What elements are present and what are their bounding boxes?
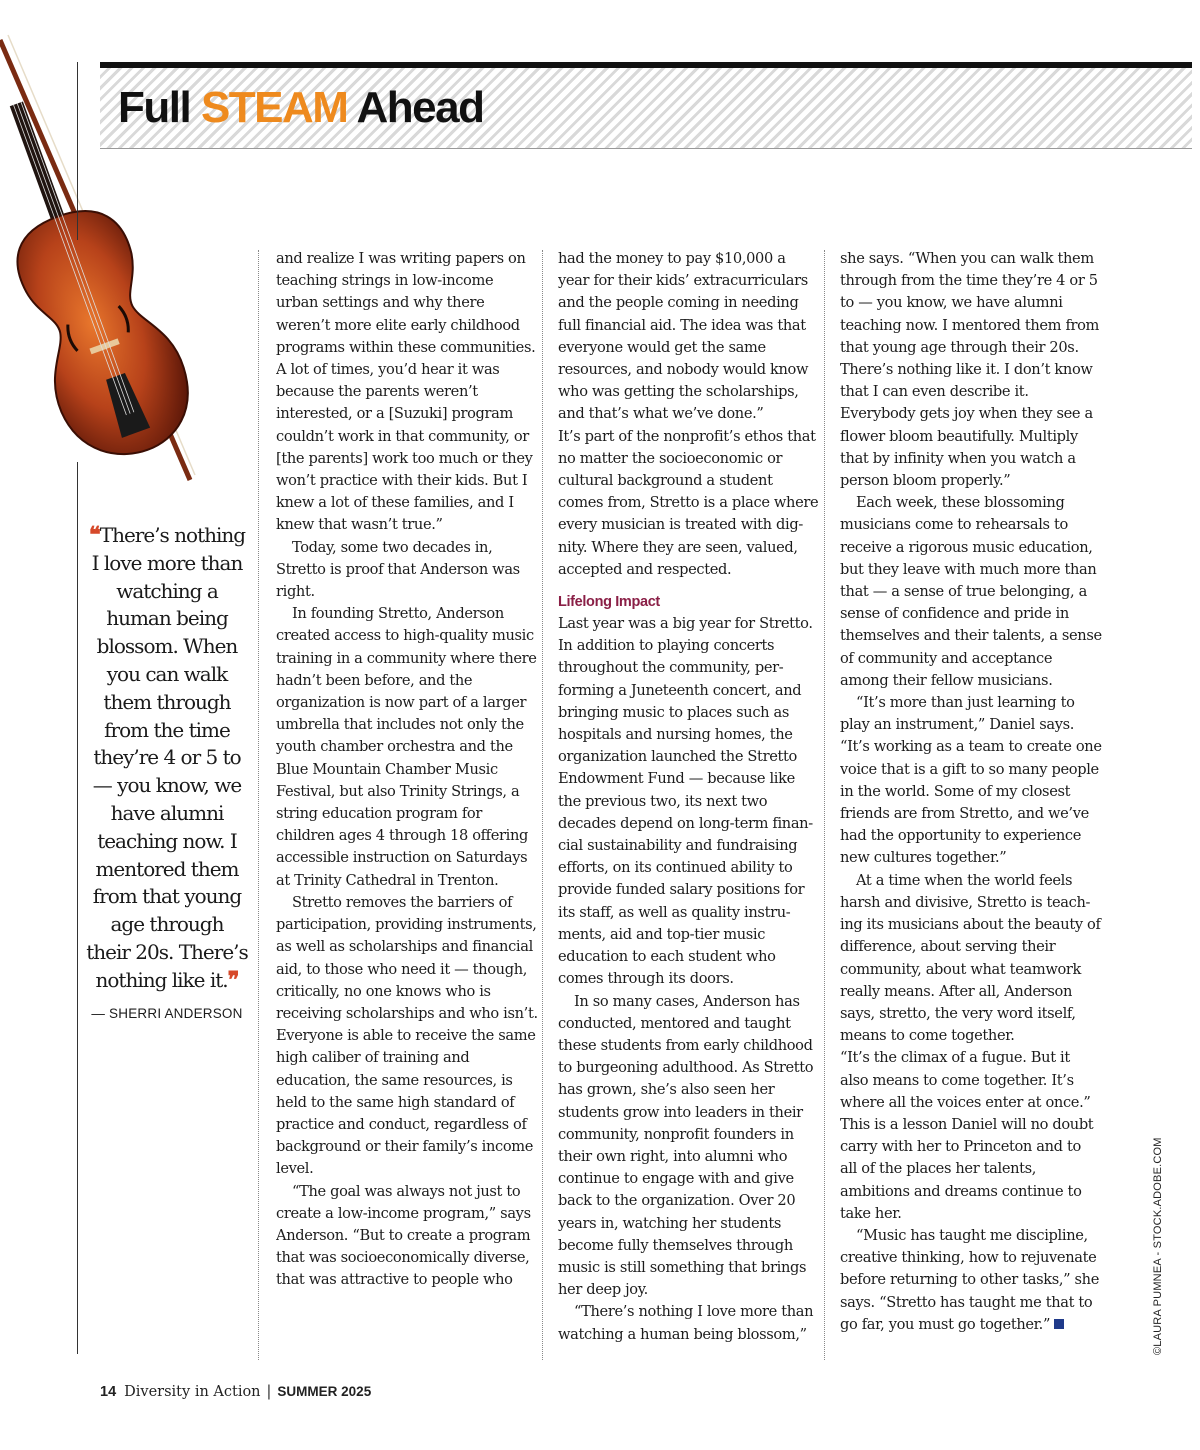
paragraph: had the money to pay $10,000 a year for their kids’ extracurriculars and the people coming in needing full financial aid. The idea was that everyone would get the same resources, and nobody would know who was getting the scholarships, and that’s what we’ve done.” xyxy=(558,250,809,423)
paragraph: Last year was a big year for Stretto. In addition to playing concerts throughout the community, performing a Juneteenth concert, and bringing music to places such as hospitals and nursing homes, the organization launched the Stretto Endowment Fund — because like the previous two, its next two decades depend on long-term financial sustainability and fundraising efforts, on its continued ability to provide funded salary positions for its staff, as well as quality instruments, aid and top-tier music education to each student who comes through its doors. xyxy=(558,615,814,988)
footer-separator: | xyxy=(266,1384,272,1400)
subhead-lifelong-impact: Lifelong Impact xyxy=(558,594,660,611)
paragraph: Stretto removes the barriers of participation, providing instruments, as well as scholarships and financial aid, to those who need it — though, critically, no one knows who is receiving scholarships and who isn’t. Everyone is able to receive the same high caliber of training and education, the same resources, is held to the same high standard of practice and conduct, regardless of background or their family’s income level. xyxy=(276,893,538,1178)
title-part-1: Full xyxy=(118,83,191,132)
paragraph: Each week, these blossoming musicians come to rehearsals to receive a rigorous music education, but they leave with much more than that — a sense of true belonging, a sense of confidence and pride in themselves and their talents, a sense of community and acceptance among their fellow musicians. xyxy=(840,494,1102,689)
close-quote-mark: ❞ xyxy=(227,966,239,993)
paragraph: and realize I was writing papers on teaching strings in low-income urban settings and why there weren’t more elite early childhood programs within these communities. A lot of times, you’d hear it was because the parents weren’t interested, or a [Suzuki] program couldn’t work in that community, or [the parents] work too much or they won’t practice with their kids. But I knew a lot of these families, and I knew that wasn’t true.” xyxy=(276,250,536,534)
pull-quote-attribution: — SHERRI ANDERSON xyxy=(91,1006,243,1021)
column-rule xyxy=(258,250,259,1360)
page-number: 14 xyxy=(100,1384,117,1400)
column-rule xyxy=(824,250,825,1360)
violin-illustration xyxy=(0,20,215,490)
article-column-2 xyxy=(558,248,820,1363)
paragraph-final-text: “Music has taught me discipline, creative thinking, how to rejuvenate before returning to other tasks,” she says. “Stretto has taught me that to go far, you must go together.” xyxy=(840,1226,1100,1333)
article-column-3 xyxy=(840,248,1102,1363)
page-footer xyxy=(100,1384,371,1400)
paragraph: “The goal was always not just to create a low-income program,” says Anderson. “But to create a program that was socioeconomically diverse, that was attractive to people who xyxy=(276,1182,531,1289)
paragraph: Today, some two decades in, Stretto is proof that Anderson was right. xyxy=(276,538,520,601)
pull-quote xyxy=(86,522,248,995)
paragraph: “It’s more than just learning to play an instrument,” Daniel says. “It’s working as a team to create one voice that is a gift to so many people in the world. Some of my closest friends are from Stretto, and we’ve had the opportunity to experience new cultures together.” xyxy=(840,694,1102,867)
paragraph: It’s part of the nonprofit’s ethos that no matter the socioeconomic or cultural background a student comes from, Stretto is a place where every musician is treated with dignity. Where they are seen, valued, accepted and respected. xyxy=(558,427,819,578)
photo-credit: ©LAURA PUMNEA - STOCK.ADOBE.COM xyxy=(1152,1137,1164,1355)
end-mark-icon xyxy=(1054,1319,1064,1329)
paragraph: “There’s nothing I love more than watching a human being blossom,” xyxy=(558,1303,814,1343)
publication-name: Diversity in Action xyxy=(124,1384,261,1400)
paragraph-final xyxy=(840,1225,1102,1336)
article-column-1 xyxy=(276,248,538,1363)
paragraph: she says. “When you can walk them through from the time they’re 4 or 5 to — you know, we have alumni teaching now. I mentored them from that young age through their 20s. There’s nothing like it. I don’t know that I can even describe it. Everybody gets joy when they see a flower bloom beautifully. Multiply that by infinity when you watch a person bloom properly.” xyxy=(840,250,1100,490)
title-accent: STEAM xyxy=(200,83,348,132)
margin-rule-bottom xyxy=(77,462,78,1354)
paragraph: “It’s the climax of a fugue. But it also means to come together. It’s where all the voices enter at once.” This is a lesson Daniel will no doubt carry with her to Princeton and to all of the places her talents, ambitions and dreams continue to take her. xyxy=(840,1049,1094,1222)
pull-quote-text: There’s nothing I love more than watching a human being blossom. When you can walk them through from the time they’re 4 or 5 to — you know, we have alumni teaching now. I mentored them from that young age through their 20s. There’s nothing like it. xyxy=(86,523,248,992)
column-rule xyxy=(542,250,543,1360)
paragraph: In founding Stretto, Anderson created access to high-quality music training in a community where there hadn’t been before, and the organization is now part of a larger umbrella that includes not only the youth chamber orchestra and the Blue Mountain Chamber Music Festival, but also Trinity Strings, a string education program for children ages 4 through 18 offering accessible instruction on Saturdays at Trinity Cathedral in Trenton. xyxy=(276,605,537,889)
issue-label: SUMMER 2025 xyxy=(277,1384,372,1399)
paragraph: At a time when the world feels harsh and divisive, Stretto is teaching its musicians about the beauty of difference, about serving their community, about what teamwork really means. After all, Anderson says, stretto, the very word itself, means to come together. xyxy=(840,871,1101,1045)
open-quote-mark: ❝ xyxy=(88,522,100,548)
title-part-2: Ahead xyxy=(356,83,484,132)
margin-rule-top xyxy=(77,62,78,240)
paragraph: In so many cases, Anderson has conducted, mentored and taught these students from early childhood to burgeoning adulthood. As Stretto has grown, she’s also seen her students grow into leaders in their community, nonprofit founders in their own right, into alumni who continue to engage with and give back to the organization. Over 20 years in, watching her students become fully themselves through music is still something that brings her deep joy. xyxy=(558,992,814,1299)
violin-body xyxy=(0,194,206,473)
